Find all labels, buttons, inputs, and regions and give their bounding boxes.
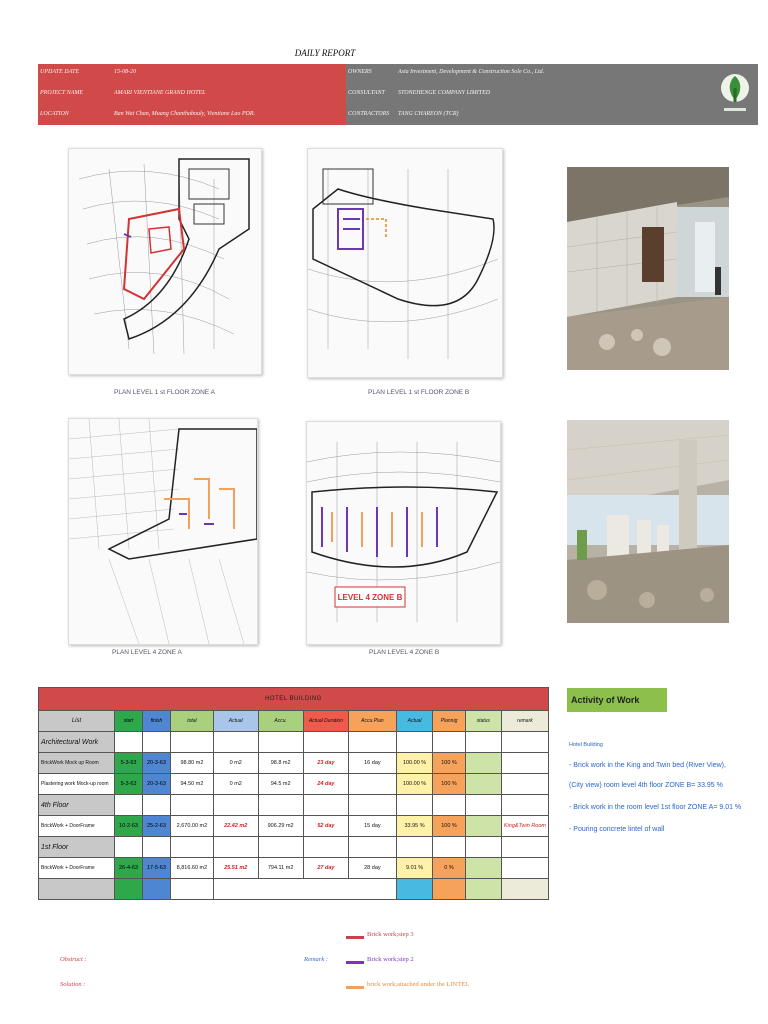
table-title: HOTEL BUILDING	[39, 688, 549, 711]
row-actual: 0 m2	[213, 774, 258, 795]
activity-line: (City view) room level 4th floor ZONE B= 33.95 %	[569, 782, 723, 789]
header-parties-info	[346, 64, 758, 125]
row-status	[465, 816, 501, 837]
row-start: 5-3-63	[115, 753, 143, 774]
row-name: BrickWork + DoorFrame	[39, 816, 115, 837]
legend-label-step3: Brick work;step 3	[367, 931, 414, 938]
owners-value: Asia Investment, Development & Construction Sole Co., Ltd.	[398, 69, 545, 75]
row-actual-pct: 33.95 %	[396, 816, 433, 837]
plan-caption: PLAN LEVEL 4 ZONE A	[112, 649, 182, 656]
row-planning: 100 %	[433, 753, 465, 774]
col-finish: finish	[142, 711, 170, 732]
col-start: start	[115, 711, 143, 732]
project-name-value: AMARI VIENTIANE GRAND HOTEL	[114, 90, 206, 96]
row-status	[465, 858, 501, 879]
row-accu-plan: 16 day	[349, 753, 397, 774]
row-total: 2,670.00 m2	[170, 816, 213, 837]
site-photo-level4	[567, 420, 729, 623]
row-total: 8,816.60 m2	[170, 858, 213, 879]
table-row	[39, 858, 549, 879]
section-1st-floor: 1st Floor	[39, 837, 115, 858]
row-actual: 22.42 m2	[213, 816, 258, 837]
col-actual-pct: Actual	[396, 711, 433, 732]
col-total: total	[170, 711, 213, 732]
section-row	[39, 837, 549, 858]
row-finish: 25-2-63	[142, 816, 170, 837]
update-date-label: UPDATE DATE	[40, 69, 80, 75]
row-finish: 17-5-63	[142, 858, 170, 879]
row-planning: 0 %	[433, 858, 465, 879]
section-row	[39, 732, 549, 753]
row-total: 98.80 m2	[170, 753, 213, 774]
table-row	[39, 774, 549, 795]
table-header-row	[39, 711, 549, 732]
row-remark: King&Twin Room	[501, 816, 548, 837]
row-actual-pct: 9.01 %	[396, 858, 433, 879]
row-actual-pct: 100.00 %	[396, 753, 433, 774]
row-total: 94.50 m2	[170, 774, 213, 795]
remark-label: Remark :	[304, 956, 329, 963]
col-planning: Plannig	[433, 711, 465, 732]
row-accu-plan: 28 day	[349, 858, 397, 879]
row-remark	[501, 774, 548, 795]
row-start: 10-2-63	[115, 816, 143, 837]
table-row	[39, 816, 549, 837]
plan-stamp-level4-zone-b: LEVEL 4 ZONE B	[337, 593, 403, 602]
section-row	[39, 795, 549, 816]
contractors-label: CONTRACTORS	[348, 111, 390, 117]
activity-line: - Brick work in the King and Twin bed (River View),	[569, 762, 726, 769]
legend-swatch-step3	[346, 936, 364, 939]
location-value: Ban Wat Chan, Muang Chanthabouly, Vientiane Lao PDR.	[114, 111, 255, 117]
row-accu: 94.5 m2	[258, 774, 303, 795]
report-title: DAILY REPORT	[294, 48, 356, 58]
row-status	[465, 753, 501, 774]
plan-level1-zone-a	[68, 148, 262, 375]
consultant-label: CONSULTANT	[348, 90, 385, 96]
row-actual-duration: 23 day	[303, 753, 348, 774]
section-4th-floor: 4th Floor	[39, 795, 115, 816]
table-row	[39, 879, 549, 900]
col-accu: Accu.	[258, 711, 303, 732]
row-name: Plastering work Mock-up room	[39, 774, 115, 795]
row-actual-pct: 100.00 %	[396, 774, 433, 795]
col-actual: Actual	[213, 711, 258, 732]
contractors-value: TANG CHAREON (TCR)	[398, 111, 459, 117]
row-accu-plan: 15 day	[349, 816, 397, 837]
company-logo-icon	[718, 68, 752, 118]
col-remark: remark	[501, 711, 548, 732]
activity-title: Activity of Work	[567, 688, 667, 712]
plan-caption: PLAN LEVEL 1 st FLOOR ZONE A	[114, 389, 215, 396]
row-actual-duration: 24 day	[303, 774, 348, 795]
row-accu: 98.8 m2	[258, 753, 303, 774]
row-status	[465, 774, 501, 795]
col-list: List	[39, 711, 115, 732]
row-actual-duration: 27 day	[303, 858, 348, 879]
obstruct-label: Obstruct :	[60, 956, 87, 963]
consultant-value: STONEHENGE COMPANY LIMITED	[398, 90, 491, 96]
hotel-building-table	[38, 687, 549, 900]
col-actual-duration: Actual Duration	[303, 711, 348, 732]
row-name: BrickWork Mock up Room	[39, 753, 115, 774]
row-finish: 20-3-63	[142, 774, 170, 795]
plan-level1-zone-b	[307, 148, 503, 378]
row-planning: 100 %	[433, 774, 465, 795]
project-name-label: PROJECT NAME	[40, 90, 84, 96]
activity-line: - Pouring concrete lintel of wall	[569, 826, 665, 833]
legend-label-step2: Brick work;step 2	[367, 956, 414, 963]
activity-line: - Brick work in the room level 1st floor ZONE A= 9.01 %	[569, 804, 742, 811]
row-remark	[501, 858, 548, 879]
legend-label-lintel: brick work;attached under the LINTEL	[367, 981, 470, 988]
plan-caption: PLAN LEVEL 4 ZONE B	[369, 649, 440, 656]
row-actual-duration: 52 day	[303, 816, 348, 837]
col-accu-plan: Accu.Plan	[349, 711, 397, 732]
row-start: 5-3-63	[115, 774, 143, 795]
row-accu: 906.29 m2	[258, 816, 303, 837]
owners-label: OWNERS	[348, 69, 372, 75]
section-architectural: Architectural Work	[39, 732, 115, 753]
table-row	[39, 753, 549, 774]
row-planning: 100 %	[433, 816, 465, 837]
row-name: BrickWork + DoorFrame	[39, 858, 115, 879]
solution-label: Solution :	[60, 981, 86, 988]
activity-subtitle: Hotel Building	[569, 742, 603, 748]
row-actual: 25.51 m2	[213, 858, 258, 879]
row-accu-plan	[349, 774, 397, 795]
col-status: status	[465, 711, 501, 732]
location-label: LOCATION	[40, 111, 69, 117]
legend-swatch-lintel	[346, 986, 364, 989]
row-finish: 20-3-63	[142, 753, 170, 774]
row-remark	[501, 753, 548, 774]
row-actual: 0 m2	[213, 753, 258, 774]
row-accu: 794.11 m2	[258, 858, 303, 879]
legend-swatch-step2	[346, 961, 364, 964]
row-start: 26-4-63	[115, 858, 143, 879]
site-photo-level1	[567, 167, 729, 370]
plan-level4-zone-b	[306, 421, 501, 645]
header-project-info	[38, 64, 346, 125]
plan-caption: PLAN LEVEL 1 st FLOOR ZONE B	[368, 389, 470, 396]
update-date-value: 15-08-20	[114, 69, 136, 75]
plan-level4-zone-a	[68, 418, 258, 645]
